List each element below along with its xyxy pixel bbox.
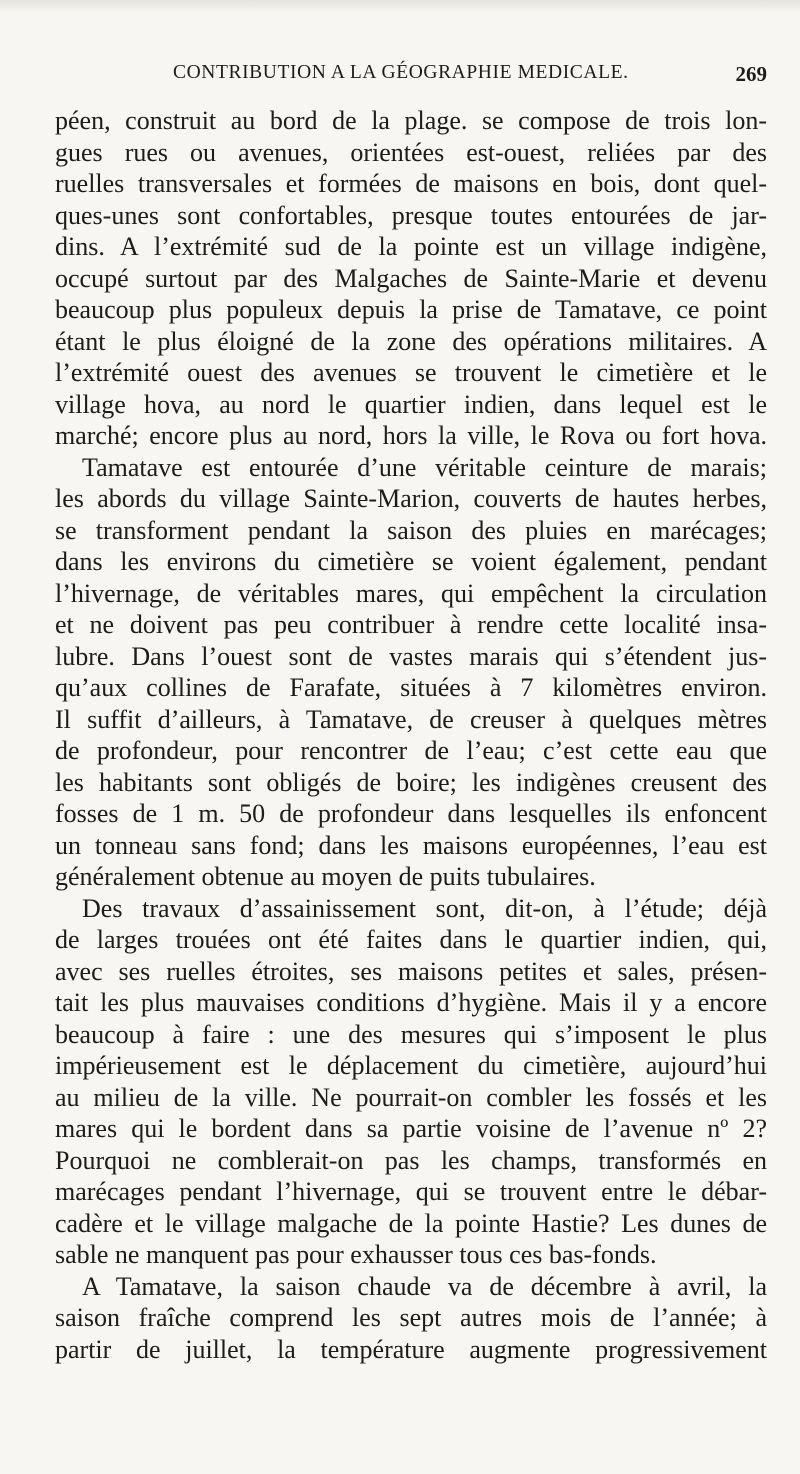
text-line: impérieusement est le déplacement du cimetière, aujourd’hui	[55, 1051, 767, 1080]
text-line: gues rues ou avenues, orientées est-ouest, reliées par des	[55, 137, 767, 167]
text-line: Pourquoi ne comblerait-on pas les champs, transformés en	[55, 1145, 767, 1175]
text-line: Il suffit d’ailleurs, à Tamatave, de creuser à quelques mètres	[55, 704, 767, 734]
text-line: l’hivernage, de véritables mares, qui empêchent la circulation	[55, 578, 767, 608]
text-line: avec ses ruelles étroites, ses maisons petites et sales, présen-	[55, 956, 767, 986]
page-top-edge	[0, 0, 800, 14]
text-line: marécages pendant l’hivernage, qui se trouvent entre le débar-	[55, 1177, 767, 1206]
text-line: mares qui le bordent dans sa partie voisine de l’avenue nº 2?	[55, 1114, 767, 1143]
text-line: de profondeur, pour rencontrer de l’eau; c’est cette eau que	[55, 736, 767, 765]
text-line: l’extrémité ouest des avenues se trouvent le cimetière et le	[55, 358, 767, 387]
paragraph-first-line: Tamatave est entourée d’une véritable ceinture de marais;	[82, 452, 767, 482]
text-line: un tonneau sans fond; dans les maisons européennes, l’eau est	[55, 830, 767, 860]
text-line: fosses de 1 m. 50 de profondeur dans lesquelles ils enfoncent	[55, 799, 767, 828]
paragraph-first-line: A Tamatave, la saison chaude va de décembre à avril, la	[82, 1271, 767, 1301]
text-line: au milieu de la ville. Ne pourrait-on combler les fossés et les	[55, 1082, 767, 1112]
text-line: tait les plus mauvaises conditions d’hygiène. Mais il y a encore	[55, 988, 767, 1017]
text-line: dans les environs du cimetière se voient également, pendant	[55, 547, 767, 576]
body-text	[55, 105, 767, 1365]
text-line: péen, construit au bord de la plage. se compose de trois lon-	[55, 106, 767, 135]
text-line: beaucoup à faire : une des mesures qui s’imposent le plus	[55, 1019, 767, 1049]
text-line: village hova, au nord le quartier indien, dans lequel est le	[55, 389, 767, 419]
text-line: ruelles transversales et formées de maisons en bois, dont quel-	[55, 169, 767, 198]
text-line: marché; encore plus au nord, hors la ville, le Rova ou fort hova.	[55, 421, 767, 450]
text-line: de larges trouées ont été faites dans le quartier indien, qui,	[55, 925, 767, 954]
text-line: ques-unes sont confortables, presque toutes entourées de jar-	[55, 200, 767, 230]
text-line: lubre. Dans l’ouest sont de vastes marais qui s’étendent jus-	[55, 641, 767, 671]
paragraph-first-line: Des travaux d’assainissement sont, dit-on, à l’étude; déjà	[82, 893, 767, 923]
text-line: étant le plus éloigné de la zone des opérations militaires. A	[55, 326, 767, 356]
text-line: cadère et le village malgache de la pointe Hastie? Les dunes de	[55, 1208, 767, 1238]
text-line: et ne doivent pas peu contribuer à rendre cette localité insa-	[55, 610, 767, 639]
paragraph-last-line: généralement obtenue au moyen de puits tubulaires.	[55, 862, 596, 891]
text-line: les habitants sont obligés de boire; les indigènes creusent des	[55, 767, 767, 797]
page-number: 269	[735, 62, 767, 86]
text-line: occupé surtout par des Malgaches de Sainte-Marie et devenu	[55, 263, 767, 293]
paragraph-last-line: sable ne manquent pas pour exhausser tous ces bas-fonds.	[55, 1240, 657, 1269]
text-line: les abords du village Sainte-Marion, couverts de hautes herbes,	[55, 484, 767, 513]
text-line: qu’aux collines de Farafate, situées à 7 kilomètres environ.	[55, 673, 767, 702]
text-line: partir de juillet, la température augmente progressivement	[55, 1334, 767, 1364]
text-line: beaucoup plus populeux depuis la prise de Tamatave, ce point	[55, 295, 767, 324]
running-title: CONTRIBUTION A LA GÉOGRAPHIE MEDICALE.	[173, 62, 629, 83]
text-line: se transforment pendant la saison des pluies en marécages;	[55, 515, 767, 545]
running-header	[55, 62, 767, 94]
text-line: dins. A l’extrémité sud de la pointe est un village indigène,	[55, 232, 767, 261]
text-line: saison fraîche comprend les sept autres mois de l’année; à	[55, 1303, 767, 1332]
